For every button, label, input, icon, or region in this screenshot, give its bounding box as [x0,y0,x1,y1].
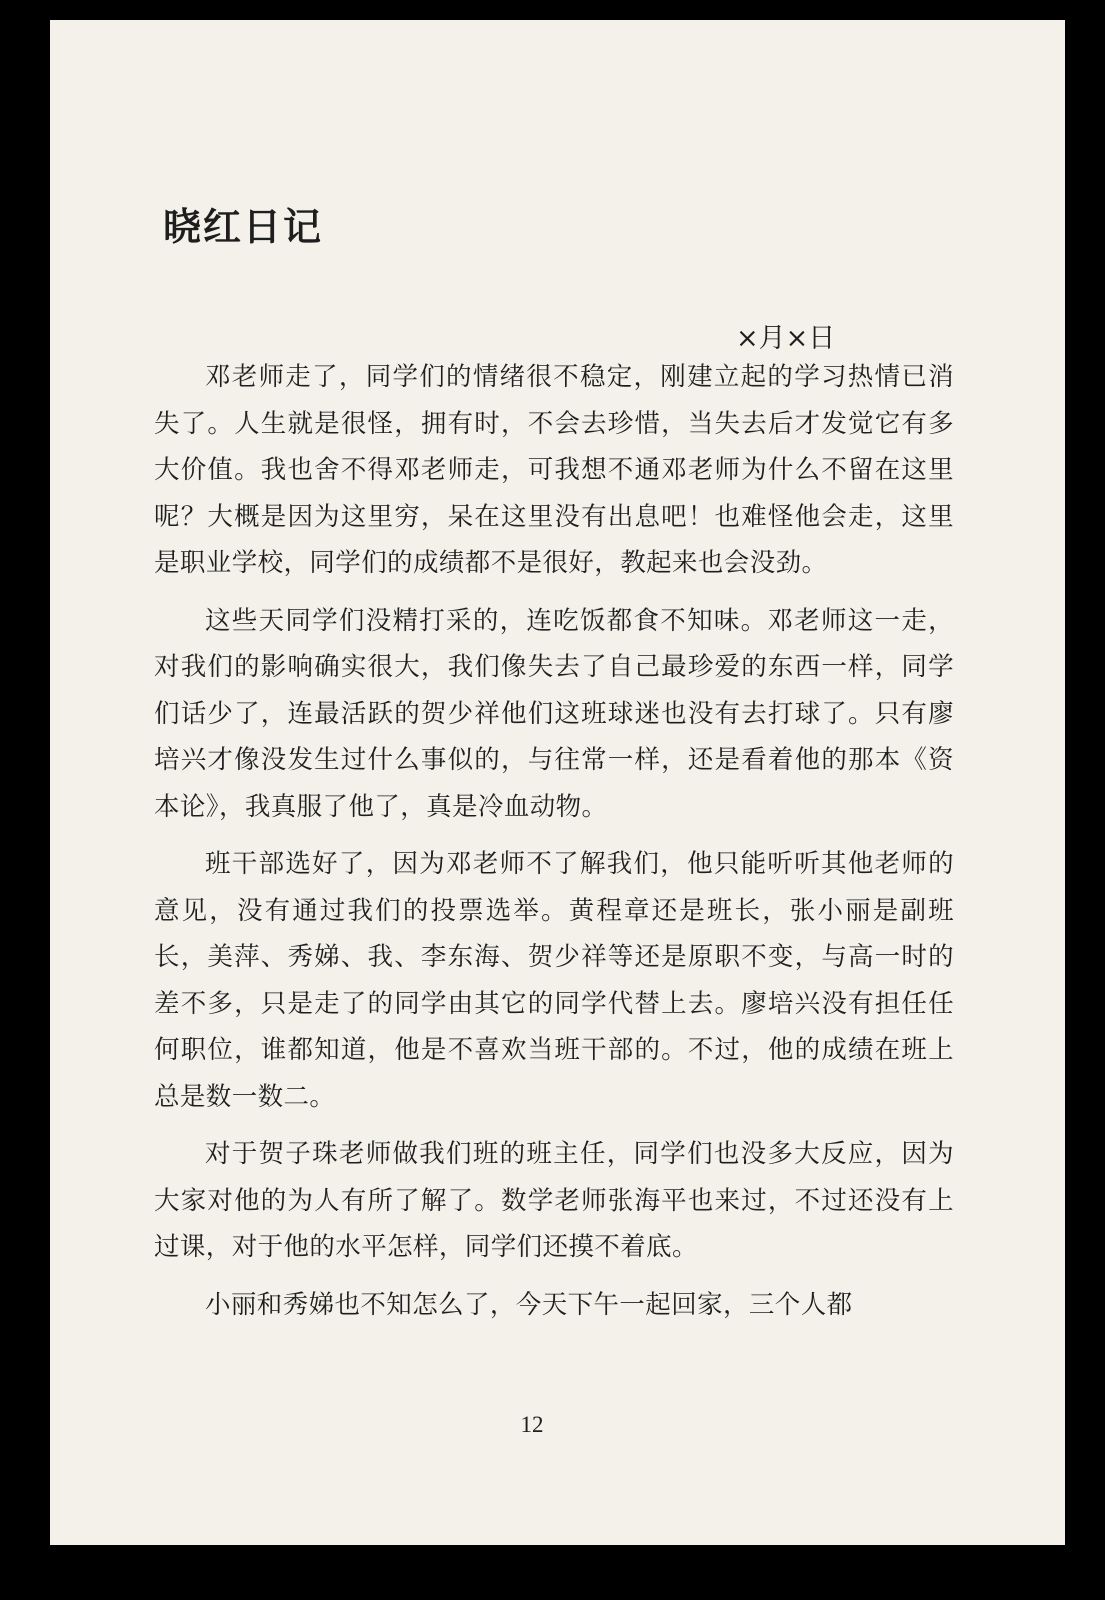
diary-date: ×月×日 [736,323,836,354]
document-page [50,20,1065,1545]
page-number: 12 [520,1412,544,1437]
paragraph: 小丽和秀娣也不知怎么了，今天下午一起回家，三个人都 [205,1289,853,1320]
paragraph: 这些天同学们没精打采的，连吃饭都食不知味。邓老师这一走，对我们的影响确实很大，我们像失去了自己最珍爱的东西一样，同学们话少了，连最活跃的贺少祥他们这班球迷也没有去打球了。只有廖培兴才像没发生过什么事似的，与往常一样，还是看着他的那本《资本论》，我真服了他了，真是冷血动物。 [154,605,954,822]
diary-body [154,354,954,1339]
page-title: 晓红日记 [163,205,324,249]
paragraph: 班干部选好了，因为邓老师不了解我们，他只能听听其他老师的意见，没有通过我们的投票选举。黄程章还是班长，张小丽是副班长，美萍、秀娣、我、李东海、贺少祥等还是原职不变，与高一时的差不多，只是走了的同学由其它的同学代替上去。廖培兴没有担任任何职位，谁都知道，他是不喜欢当班干部的。不过，他的成绩在班上总是数一数二。 [154,849,954,1112]
paragraph: 对于贺子珠老师做我们班的班主任，同学们也没多大反应，因为大家对他的为人有所了解了。数学老师张海平也来过，不过还没有上过课，对于他的水平怎样，同学们还摸不着底。 [154,1139,954,1262]
paragraph: 邓老师走了，同学们的情绪很不稳定，刚建立起的学习热情已消失了。人生就是很怪，拥有时，不会去珍惜，当失去后才发觉它有多大价值。我也舍不得邓老师走，可我想不通邓老师为什么不留在这里呢？大概是因为这里穷，呆在这里没有出息吧！也难怪他会走，这里是职业学校，同学们的成绩都不是很好，教起来也会没劲。 [154,362,954,578]
